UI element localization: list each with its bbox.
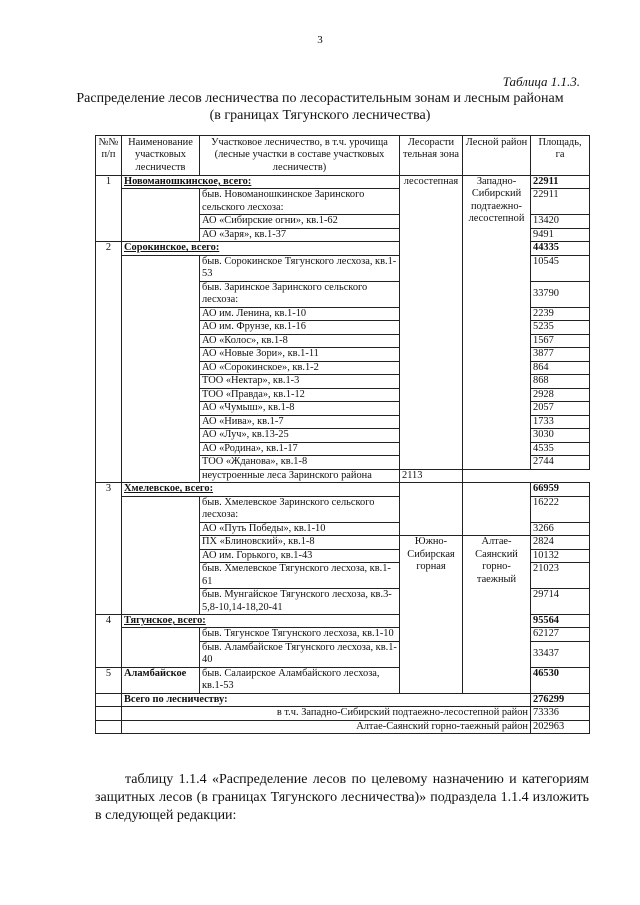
row-area: 29714 bbox=[531, 589, 590, 615]
table-caption-id: Таблица 1.1.3. bbox=[502, 74, 580, 89]
header-region: Лесной район bbox=[463, 136, 531, 176]
row-area: 2824 bbox=[531, 536, 590, 549]
row-label: АО «Путь Победы», кв.1-10 bbox=[200, 522, 400, 535]
row-label: АО «Чумыш», кв.1-8 bbox=[200, 402, 400, 415]
header-area: Площадь, га bbox=[531, 136, 590, 176]
row-label: АО «Сибирские огни», кв.1-62 bbox=[200, 215, 400, 228]
group-total: 22911 bbox=[531, 176, 590, 189]
row-label: АО «Новые Зори», кв.1-11 bbox=[200, 348, 400, 361]
row-area: 1733 bbox=[531, 415, 590, 428]
region-cell: Алтае-Саянский горно-таежный bbox=[463, 536, 531, 694]
table-row bbox=[96, 176, 590, 189]
total-sub2-label: Алтае-Саянский горно-таежный район bbox=[122, 720, 531, 733]
row-area: 3030 bbox=[531, 429, 590, 442]
page-number: 3 bbox=[317, 34, 323, 46]
row-area: 4535 bbox=[531, 442, 590, 455]
region-cell: Западно-Сибирский подтаежно-лесостепной bbox=[463, 176, 531, 470]
header-name: Наименование участковых лесничеств bbox=[122, 136, 200, 176]
row-label: АО «Родина», кв.1-17 bbox=[200, 442, 400, 455]
group-total: 46530 bbox=[531, 667, 590, 693]
row-label: АО «Сорокинское», кв.1-2 bbox=[200, 361, 400, 374]
header-num: №№ п/п bbox=[96, 136, 122, 176]
row-area: 5235 bbox=[531, 321, 590, 334]
group-total: 44335 bbox=[531, 242, 590, 255]
total-sub1-label: в т.ч. Западно-Сибирский подтаежно-лесостепной район bbox=[122, 707, 531, 720]
group-total: 95564 bbox=[531, 614, 590, 627]
row-area: 1567 bbox=[531, 334, 590, 347]
row-area: 2928 bbox=[531, 388, 590, 401]
row-label: ТОО «Жданова», кв.1-8 bbox=[200, 456, 400, 469]
group-num: 4 bbox=[96, 614, 122, 667]
row-area: 3877 bbox=[531, 348, 590, 361]
header-zone: Лесорасти тельная зона bbox=[400, 136, 463, 176]
row-label: АО «Луч», кв.13-25 bbox=[200, 429, 400, 442]
row-area: 21023 bbox=[531, 563, 590, 589]
row-area: 868 bbox=[531, 375, 590, 388]
row-area: 33437 bbox=[531, 641, 590, 667]
row-area: 16222 bbox=[531, 496, 590, 522]
total-sub2-value: 202963 bbox=[531, 720, 590, 733]
row-area: 864 bbox=[531, 361, 590, 374]
total-sub-row bbox=[96, 707, 590, 720]
row-area: 62127 bbox=[531, 628, 590, 641]
row-area: 2744 bbox=[531, 456, 590, 469]
row-label: ПХ «Блиновский», кв.1-8 bbox=[200, 536, 400, 549]
row-area: 10132 bbox=[531, 549, 590, 562]
row-label: АО «Нива», кв.1-7 bbox=[200, 415, 400, 428]
total-value: 276299 bbox=[531, 693, 590, 706]
body-paragraph bbox=[95, 771, 589, 825]
row-area: 10545 bbox=[531, 255, 590, 281]
table-row bbox=[96, 483, 590, 496]
row-label: АО им. Фрунзе, кв.1-16 bbox=[200, 321, 400, 334]
group-num: 1 bbox=[96, 176, 122, 242]
group-name: Тягунское, всего: bbox=[122, 614, 400, 627]
row-label: быв. Мунгайское Тягунского лесхоза, кв.3-5,8-10,14-18,20-41 bbox=[200, 589, 400, 615]
group-num: 3 bbox=[96, 483, 122, 615]
row-label: быв. Аламбайское Тягунского лесхоза, кв.1-40 bbox=[200, 641, 400, 667]
total-sub-row bbox=[96, 720, 590, 733]
row-label: быв. Салаирское Аламбайского лесхоза, кв.1-53 bbox=[200, 667, 400, 693]
row-label: быв. Тягунское Тягунского лесхоза, кв.1-10 bbox=[200, 628, 400, 641]
row-label: АО им. Горького, кв.1-43 bbox=[200, 549, 400, 562]
header-urochishche: Участковое лесничество, в т.ч. урочища (лесные участки в составе участковых лесничеств) bbox=[200, 136, 400, 176]
group-name: Новоманошкинское, всего: bbox=[122, 176, 400, 189]
row-label: АО «Колос», кв.1-8 bbox=[200, 334, 400, 347]
row-area: 2113 bbox=[400, 469, 463, 482]
zone-cell: лесостепная bbox=[400, 176, 463, 470]
table-title-line1: Распределение лесов лесничества по лесорастительным зонам и лесным районам bbox=[76, 91, 564, 106]
row-label: быв. Новоманошкинское Заринского сельского лесхоза: bbox=[200, 189, 400, 215]
zone-cell: Южно-Сибирская горная bbox=[400, 536, 463, 694]
row-label: быв. Хмелевское Тягунского лесхоза, кв.1-61 bbox=[200, 563, 400, 589]
total-label: Всего по лесничеству: bbox=[122, 693, 531, 706]
row-area: 2057 bbox=[531, 402, 590, 415]
group-name: Сорокинское, всего: bbox=[122, 242, 400, 255]
row-label: ТОО «Правда», кв.1-12 bbox=[200, 388, 400, 401]
row-area: 9491 bbox=[531, 228, 590, 241]
group-name: Аламбайское bbox=[122, 667, 200, 693]
row-label: неустроенные леса Заринского района bbox=[200, 469, 400, 482]
row-area: 22911 bbox=[531, 189, 590, 215]
row-label: быв. Сорокинское Тягунского лесхоза, кв.1-53 bbox=[200, 255, 400, 281]
table-title-line2: (в границах Тягунского лесничества) bbox=[209, 108, 431, 123]
total-sub1-value: 73336 bbox=[531, 707, 590, 720]
row-label: быв. Хмелевское Заринского сельского лесхоза: bbox=[200, 496, 400, 522]
total-row bbox=[96, 693, 590, 706]
row-area: 2239 bbox=[531, 307, 590, 320]
group-total: 66959 bbox=[531, 483, 590, 496]
row-label: быв. Заринское Заринского сельского лесхоза: bbox=[200, 281, 400, 307]
paragraph-text: таблицу 1.1.4 «Распределение лесов по целевому назначению и категориям защитных лесов (в границах Тягунского лесничества)» подраздела 1.1.4 изложить в следующей редакции: bbox=[95, 772, 589, 823]
row-label: АО «Заря», кв.1-37 bbox=[200, 228, 400, 241]
table-header-row bbox=[96, 136, 590, 176]
group-num: 5 bbox=[96, 667, 122, 693]
row-label: ТОО «Нектар», кв.1-3 bbox=[200, 375, 400, 388]
group-num: 2 bbox=[96, 242, 122, 483]
group-name: Хмелевское, всего: bbox=[122, 483, 400, 496]
row-area: 3266 bbox=[531, 522, 590, 535]
row-area: 33790 bbox=[531, 281, 590, 307]
forest-distribution-table bbox=[95, 135, 590, 734]
row-area: 13420 bbox=[531, 215, 590, 228]
row-label: АО им. Ленина, кв.1-10 bbox=[200, 307, 400, 320]
